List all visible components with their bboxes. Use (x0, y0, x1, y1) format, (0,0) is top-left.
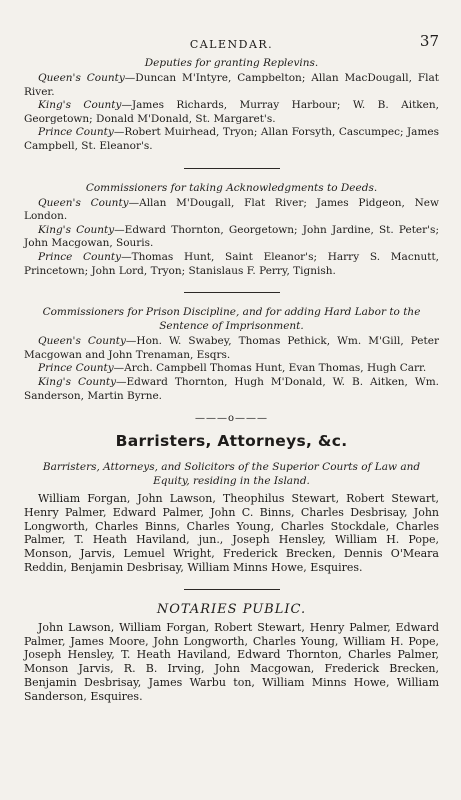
section-divider (184, 292, 280, 293)
acknowledgments-title: Commissioners for taking Acknowledgments to Deeds. (85, 181, 378, 194)
running-title: CALENDAR. (189, 38, 274, 51)
notaries-names: John Lawson, William Forgan, Robert Stewart, Henry Palmer, Edward Palmer, James Moore, John Longworth, Charles Young, William H. Pope, Joseph Hensley, T. Heath Haviland, Edward Thornton, Charles Palmer, Monson Jarvis, R. B. Irving, John Macgowan, Frederick Brecken, Benjamin Desbrisay, James Warbu ton, William Minns Howe, William Sanderson, Esquires. (24, 620, 439, 703)
replevins-entry-prince: Prince County—Robert Muirhead, Tryon; Allan Forsyth, Cascumpec; James Campbell, St. Eleanor's. (24, 126, 439, 152)
section-divider (184, 589, 280, 590)
replevins-section (24, 56, 439, 154)
barristers-heading: Barristers, Attorneys, &c. (115, 432, 348, 451)
prison-title: Commissioners for Prison Discipline, and for adding Hard Labor to the Sentence of Imprisonment. (42, 306, 421, 333)
page-number: 37 (419, 32, 439, 50)
replevins-title: Deputies for granting Replevins. (144, 57, 319, 69)
section-divider (184, 168, 280, 169)
acknowledgments-entry-queens: Queen's County—Allan M'Dougall, Flat River; James Pidgeon, New London. (24, 196, 439, 223)
acknowledgments-entry-kings: King's County—Edward Thornton, Georgetown; John Jardine, St. Peter's; John Macgowan, Souris. (24, 223, 439, 250)
replevins-entry-queens: Queen's County—Duncan M'Intyre, Campbelton; Allan MacDougall, Flat River. (24, 72, 439, 98)
notaries-heading: NOTARIES PUBLIC. (156, 601, 307, 617)
barristers-names: William Forgan, John Lawson, Theophilus Stewart, Robert Stewart, Henry Palmer, Edward Palmer, John C. Binns, Charles Desbrisay, John Longworth, Charles Binns, Charles Young, Charles Stockdale, Charles Palmer, T. Heath Haviland, jun., Joseph Hensley, William H. Pope, Monson, Jarvis, Lemuel Wright, Frederick Brecken, Dennis O'Meara Reddin, Benjamin Desbrisay, William Minns Howe, Esquires. (24, 492, 439, 575)
replevins-entry-kings: King's County—James Richards, Murray Harbour; W. B. Aitken, Georgetown; Donald M'Donald, St. Margaret's. (24, 99, 439, 125)
ornament-divider: ———o——— (194, 413, 269, 425)
prison-section (24, 305, 439, 403)
page-header (24, 28, 439, 50)
barristers-subtitle: Barristers, Attorneys, and Solicitors of the Superior Courts of Law and Equity, residing in the Island. (42, 461, 421, 488)
prison-entry-queens: Queen's County—Hon. W. Swabey, Thomas Pethick, Wm. M'Gill, Peter Macgowan and John Trenaman, Esqrs. (24, 335, 439, 361)
acknowledgments-entry-prince: Prince County—Thomas Hunt, Saint Eleanor's; Harry S. Macnutt, Princetown; John Lord, Tryon; Stanislaus F. Perry, Tignish. (24, 250, 439, 277)
acknowledgments-section (24, 181, 439, 279)
prison-entry-kings: King's County—Edward Thornton, Hugh M'Donald, W. B. Aitken, Wm. Sanderson, Martin Byrne. (24, 375, 439, 402)
barristers-section (24, 432, 439, 575)
prison-entry-prince: Prince County—Arch. Campbell Thomas Hunt, Evan Thomas, Hugh Carr. (38, 362, 427, 375)
notaries-section (24, 602, 439, 704)
